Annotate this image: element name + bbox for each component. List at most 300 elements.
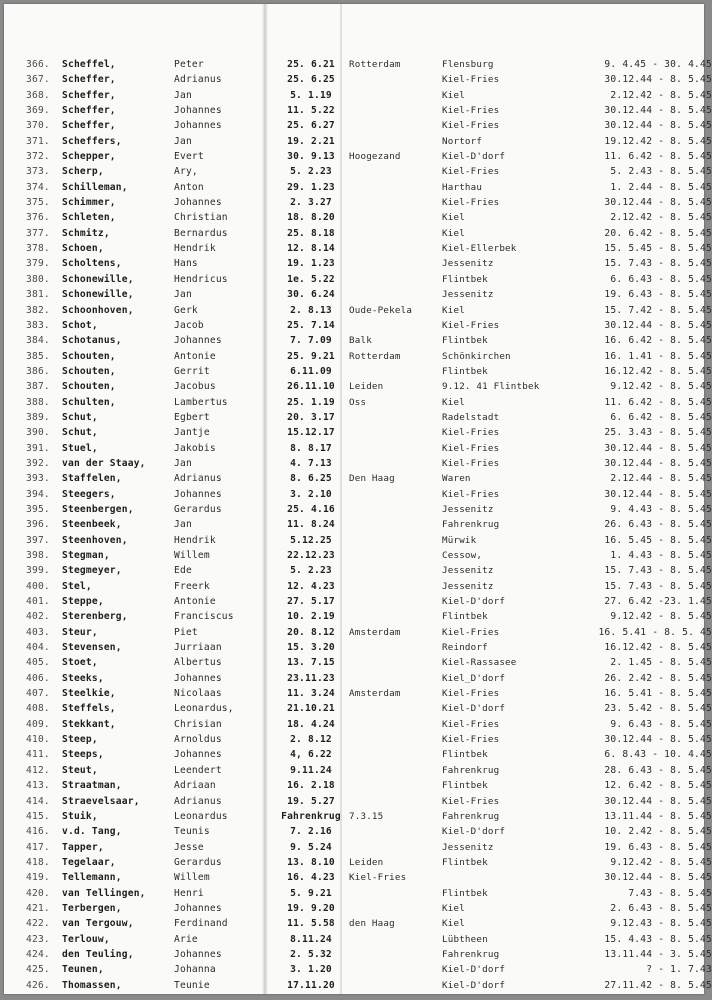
camp-location: Kiel-Fries [442,319,500,331]
row-number: 411. [26,749,50,761]
birth-date: 5. 2.23 [290,166,332,178]
table-row [22,88,712,103]
surname: v.d. Tang, [62,826,122,838]
camp-location: Kiel-D'dorf [442,703,506,715]
table-row [22,932,712,947]
birth-date: 11. 8.24 [287,519,335,531]
period: 11. 6.42 - 8. 5.45 [604,396,712,408]
table-row [22,517,712,532]
camp-location: Kiel-Rassasee [442,657,517,669]
birth-date: 18. 4.24 [287,718,335,730]
camp-location: Kiel-Fries [442,688,500,700]
surname: Steenhoven, [62,534,128,546]
surname: van Tellingen, [62,887,146,899]
row-number: 390. [26,427,50,439]
camp-location: Flensburg [442,59,494,70]
first-name: Evert [174,151,204,163]
table-row [22,241,712,256]
surname: Scheffel, [62,59,116,70]
surname: Steegers, [62,488,116,500]
surname: Schonewille, [62,289,134,301]
period: 19. 6.43 - 8. 5.45 [604,841,712,853]
first-name: Adrianus [174,74,222,86]
table-row [22,395,712,410]
period: 9. 4.45 - 30. 4.45 [604,59,712,70]
first-name: Gerardus [174,856,222,868]
camp-location: Flintbek [442,749,488,761]
row-number: 399. [26,565,50,577]
birth-date: 17.11.20 [287,979,335,991]
birth-date: 8.11.24 [290,933,332,945]
table-row [22,594,712,609]
birth-date: 16. 2.18 [287,780,335,792]
birth-date: 11. 5.58 [287,918,335,930]
table-row [22,118,712,133]
camp-location: Cessow, [442,550,483,561]
birth-place: Den Haag [349,473,395,485]
table-row [22,349,712,364]
period: 15. 7.42 - 8. 5.45 [604,304,712,316]
birth-date: 4, 6.22 [290,749,332,761]
surname: Steut, [62,764,98,776]
camp-location: Lübtheen [442,933,488,945]
surname: Teunen, [62,964,104,976]
table-row [22,364,712,379]
first-name: Ary, [174,166,198,178]
first-name: Antonie [174,350,216,362]
surname: Schot, [62,319,98,331]
birth-date: 25. 8.18 [287,227,335,239]
birth-date: 9.11.24 [290,764,332,776]
row-number: 386. [26,365,50,377]
birth-date: 2. 5.32 [290,948,332,960]
table-row [22,256,712,271]
birth-date: 20. 8.12 [287,626,335,638]
row-number: 392. [26,457,50,469]
row-number: 376. [26,212,50,224]
surname: Schotanus, [62,335,122,347]
camp-location: 9.12. 41 Flintbek [442,381,540,393]
birth-date: 5. 2.23 [290,565,332,577]
camp-location: Kiel [442,89,465,101]
camp-location: Flintbek [442,611,488,623]
row-number: 400. [26,580,50,592]
camp-location: Fahrenkrug [442,948,500,960]
table-row [22,579,712,594]
birth-date: 12. 8.14 [287,243,335,255]
birth-date: 25. 6.27 [287,120,335,132]
first-name: Johannes [174,197,222,209]
birth-date: 15.12.17 [287,427,335,439]
period: 30.12.44 - 8. 5.45 [604,795,712,807]
row-number: 366. [26,59,50,70]
row-number: 394. [26,488,50,500]
surname: Schut, [62,411,98,423]
period: 15. 7.43 - 8. 5.45 [604,565,712,577]
birth-place: Kiel-Fries [349,872,407,884]
birth-place: den Haag [349,918,395,930]
first-name: Johannes [174,948,222,960]
camp-location: Kiel [442,227,465,239]
period: 30.12.44 - 8. 5.45 [604,197,712,209]
birth-date: 11. 3.24 [287,688,335,700]
birth-date: 19. 9.20 [287,902,335,914]
table-row [22,548,712,563]
birth-date: 5.12.25 [290,534,332,546]
table-row [22,164,712,179]
birth-date: 21.10.21 [287,703,335,715]
period: 19. 6.43 - 8. 5.45 [604,289,712,301]
first-name: Jacob [174,319,204,331]
row-number: 387. [26,381,50,393]
row-number: 378. [26,243,50,255]
camp-location: Harthau [442,181,483,193]
table-row [22,533,712,548]
surname: Sterenberg, [62,611,128,623]
camp-location: Fahrenkrug [442,519,500,531]
camp-location: Kiel-Fries [442,427,500,439]
table-row [22,824,712,839]
table-row [22,410,712,425]
first-name: Leonardus, [174,703,234,715]
birth-place: 7.3.15 [349,810,384,822]
row-number: 367. [26,74,50,86]
first-name: Hendrik [174,243,216,255]
row-number: 373. [26,166,50,178]
camp-location: Kiel-Fries [442,74,500,86]
table-row [22,487,712,502]
first-name: Willem [174,550,210,561]
period: 11. 6.42 - 8. 5.45 [604,151,712,163]
first-name: Jesse [174,841,204,853]
row-number: 424. [26,948,50,960]
birth-date: 8. 8.17 [290,442,332,454]
table-row [22,333,712,348]
surname: Staffelen, [62,473,122,485]
surname: Steffels, [62,703,116,715]
birth-date: 25. 4.16 [287,503,335,515]
surname: Thomassen, [62,979,122,991]
first-name: Hendrik [174,534,216,546]
table-row [22,763,712,778]
table-row [22,840,712,855]
camp-location: Reindorf [442,642,488,654]
period: 9. 4.43 - 8. 5.45 [610,503,712,515]
table-row [22,226,712,241]
surname: Schouten, [62,365,116,377]
period: 12. 6.42 - 8. 5.45 [604,780,712,792]
camp-location: Schönkirchen [442,350,511,362]
birth-date: 11. 5.22 [287,105,335,117]
first-name: Adrianus [174,795,222,807]
row-number: 368. [26,89,50,101]
period: 13.11.44 - 3. 5.45 [604,948,712,960]
first-name: Johannes [174,105,222,117]
table-row [22,671,712,686]
period: 16. 5.41 - 8. 5. 45 [598,626,712,638]
surname: Scheffer, [62,105,116,117]
surname: Schouten, [62,350,116,362]
camp-location: Jessenitz [442,565,494,577]
camp-location: Kiel [442,396,465,408]
period: 15. 7.43 - 8. 5.45 [604,258,712,270]
row-number: 374. [26,181,50,193]
birth-date: 10. 2.19 [287,611,335,623]
first-name: Johannes [174,488,222,500]
birth-date: 7. 7.09 [290,335,332,347]
camp-location: Kiel-Fries [442,795,500,807]
first-name: Peter [174,59,204,70]
period: 2.12.42 - 8. 5.45 [610,89,712,101]
surname: den Teuling, [62,948,134,960]
surname: van Tergouw, [62,918,134,930]
first-name: Piet [174,626,198,638]
birth-date: 18. 8.20 [287,212,335,224]
period: 1. 2.44 - 8. 5.45 [610,181,712,193]
birth-date: Fahrenkrug [281,810,341,822]
camp-location: Fahrenkrug [442,810,500,822]
period: 16. 5.45 - 8. 5.45 [604,534,712,546]
first-name: Hendricus [174,273,228,285]
camp-location: Kiel [442,304,465,316]
camp-location: Kiel-Fries [442,197,500,209]
table-row [22,272,712,287]
table-row [22,195,712,210]
table-row [22,456,712,471]
birth-place: Amsterdam [349,626,401,638]
surname: Schonewille, [62,273,134,285]
birth-date: 19. 5.27 [287,795,335,807]
table-row [22,210,712,225]
period: ? - 1. 7.43 [646,964,712,976]
surname: Stuik, [62,810,98,822]
row-number: 419. [26,872,50,884]
birth-date: 25. 9.21 [287,350,335,362]
camp-location: Jessenitz [442,841,494,853]
table-row [22,625,712,640]
surname: Tellemann, [62,872,122,884]
period: 30.12.44 - 8. 5.45 [604,74,712,86]
period: 30.12.44 - 8. 5.45 [604,319,712,331]
first-name: Gerk [174,304,198,316]
birth-date: 25. 7.14 [287,319,335,331]
period: 2. 6.43 - 8. 5.45 [610,902,712,914]
period: 9.12.43 - 8. 5.45 [610,918,712,930]
birth-date: 5. 9.21 [290,887,332,899]
row-number: 405. [26,657,50,669]
table-row [22,609,712,624]
first-name: Chrisian [174,718,222,730]
table-row [22,303,712,318]
table-row [22,502,712,517]
table-row [22,563,712,578]
row-number: 407. [26,688,50,700]
surname: Steeps, [62,749,104,761]
surname: Scheffer, [62,120,116,132]
birth-date: 2. 8.12 [290,734,332,746]
first-name: Egbert [174,411,210,423]
row-number: 384. [26,335,50,347]
row-number: 420. [26,887,50,899]
period: 27.11.42 - 8. 5.45 [604,979,712,991]
period: 6. 8.43 - 10. 4.45 [604,749,712,761]
period: 19.12.42 - 8. 5.45 [604,135,712,147]
first-name: Henri [174,887,204,899]
birth-date: 13. 8.10 [287,856,335,868]
table-row [22,732,712,747]
row-number: 371. [26,135,50,147]
period: 2.12.44 - 8. 5.45 [610,473,712,485]
first-name: Adriaan [174,780,216,792]
first-name: Antonie [174,596,216,608]
first-name: Jurriaan [174,642,222,654]
surname: Steur, [62,626,98,638]
camp-location: Kiel_D'dorf [442,672,506,684]
first-name: Christian [174,212,228,224]
period: 30.12.44 - 8. 5.45 [604,457,712,469]
surname: Steep, [62,734,98,746]
first-name: Jan [174,457,192,469]
row-number: 403. [26,626,50,638]
camp-location: Kiel-Fries [442,626,500,638]
camp-location: Kiel-Fries [442,734,500,746]
birth-date: 23.11.23 [287,672,335,684]
camp-location: Kiel [442,212,465,224]
period: 15. 5.45 - 8. 5.45 [604,243,712,255]
camp-location: Flintbek [442,856,488,868]
table-row [22,379,712,394]
table-row [22,870,712,885]
period: 30.12.44 - 8. 5.45 [604,734,712,746]
surname: Schoonhoven, [62,304,134,316]
first-name: Franciscus [174,611,234,623]
birth-date: 16. 4.23 [287,872,335,884]
row-number: 375. [26,197,50,209]
period: 16. 5.41 - 8. 5.45 [604,688,712,700]
row-number: 397. [26,534,50,546]
surname: Steenbeek, [62,519,122,531]
surname: Schoen, [62,243,104,255]
row-number: 422. [26,918,50,930]
birth-date: 2. 8.13 [290,304,332,316]
table-row [22,103,712,118]
birth-place: Leiden [349,856,384,868]
camp-location: Kiel-D'dorf [442,826,506,838]
period: 30.12.44 - 8. 5.45 [604,120,712,132]
camp-location: Nortorf [442,135,483,147]
surname: Schilleman, [62,181,128,193]
table-row [22,855,712,870]
first-name: Freerk [174,580,210,592]
surname: Terlouw, [62,933,110,945]
first-name: Gerrit [174,365,210,377]
first-name: Arnoldus [174,734,222,746]
row-number: 381. [26,289,50,301]
camp-location: Kiel-Fries [442,718,500,730]
birth-place: Rotterdam [349,350,401,362]
ledger-table [22,57,712,993]
first-name: Johannes [174,335,222,347]
birth-date: 19. 1.23 [287,258,335,270]
period: 2.12.42 - 8. 5.45 [610,212,712,224]
period: 5. 2.43 - 8. 5.45 [610,166,712,178]
birth-place: Leiden [349,381,384,393]
period: 6. 6.43 - 8. 5.45 [610,273,712,285]
surname: Steeks, [62,672,104,684]
first-name: Hans [174,258,198,270]
surname: Schmitz, [62,227,110,239]
period: 9.12.42 - 8. 5.45 [610,856,712,868]
surname: Steppe, [62,596,104,608]
first-name: Nicolaas [174,688,222,700]
table-row [22,794,712,809]
row-number: 372. [26,151,50,163]
surname: Schut, [62,427,98,439]
period: 25. 3.43 - 8. 5.45 [604,427,712,439]
camp-location: Jessenitz [442,503,494,515]
period: 6. 6.42 - 8. 5.45 [610,411,712,423]
camp-location: Kiel-D'dorf [442,151,506,163]
birth-date: 9. 5.24 [290,841,332,853]
surname: Stoet, [62,657,98,669]
surname: Schimmer, [62,197,116,209]
birth-date: 7. 2.16 [290,826,332,838]
birth-place: Rotterdam [349,59,401,70]
birth-date: 1e. 5.22 [287,273,335,285]
period: 20. 6.42 - 8. 5.45 [604,227,712,239]
table-row [22,655,712,670]
table-row [22,962,712,977]
camp-location: Jessenitz [442,580,494,592]
birth-date: 8. 6.25 [290,473,332,485]
first-name: Jacobus [174,381,216,393]
surname: Stuel, [62,442,98,454]
first-name: Johanna [174,964,216,976]
period: 30.12.44 - 8. 5.45 [604,105,712,117]
row-number: 391. [26,442,50,454]
surname: Terbergen, [62,902,122,914]
birth-date: 20. 3.17 [287,411,335,423]
row-number: 404. [26,642,50,654]
surname: Schepper, [62,151,116,163]
row-number: 410. [26,734,50,746]
period: 16.12.42 - 8. 5.45 [604,642,712,654]
birth-date: 25. 1.19 [287,396,335,408]
camp-location: Radelstadt [442,411,500,423]
row-number: 370. [26,120,50,132]
surname: Scheffer, [62,89,116,101]
table-row [22,701,712,716]
surname: Tegelaar, [62,856,116,868]
birth-date: 6.11.09 [290,365,332,377]
row-number: 426. [26,979,50,991]
camp-location: Waren [442,473,471,485]
period: 16. 6.42 - 8. 5.45 [604,335,712,347]
first-name: Johannes [174,672,222,684]
row-number: 396. [26,519,50,531]
period: 13.11.44 - 8. 5.45 [604,810,712,822]
row-number: 408. [26,703,50,715]
table-row [22,778,712,793]
birth-date: 25. 6.25 [287,74,335,86]
period: 30.12.44 - 8. 5.45 [604,872,712,884]
table-row [22,809,712,824]
camp-location: Fahrenkrug [442,764,500,776]
birth-date: 2. 3.27 [290,197,332,209]
row-number: 369. [26,105,50,117]
birth-date: 3. 1.20 [290,964,332,976]
first-name: Jan [174,519,192,531]
